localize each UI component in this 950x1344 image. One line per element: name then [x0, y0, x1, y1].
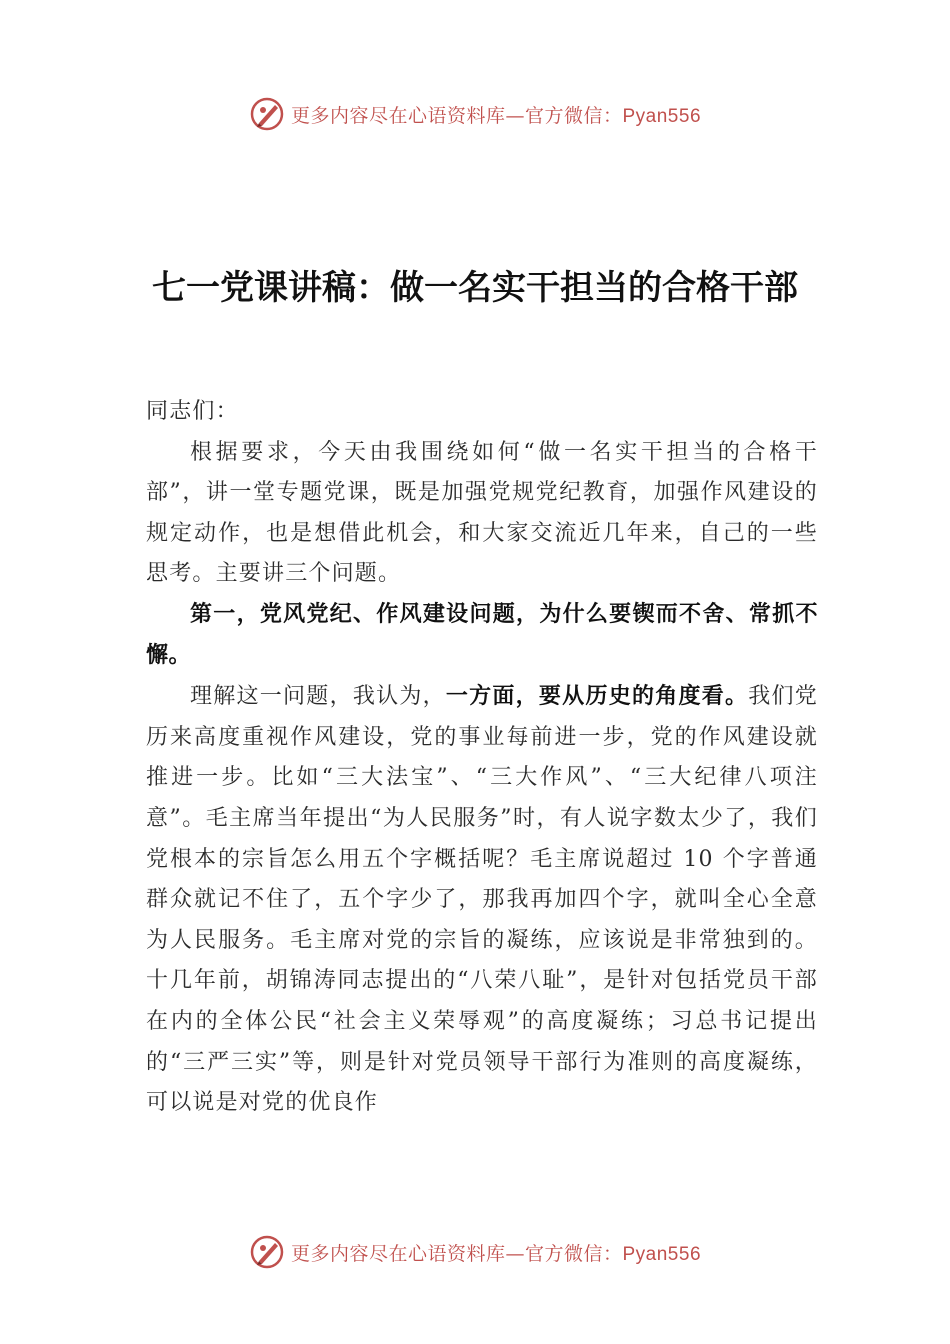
paragraph-emphasis: 一方面，要从历史的角度看。	[445, 683, 749, 710]
document-title: 七一党课讲稿：做一名实干担当的合格干部	[152, 268, 798, 308]
header-banner	[0, 94, 950, 134]
paragraph-rest: 我们党历来高度重视作风建设，党的事业每前进一步，党的作风建设就推进一步。比如“三大法宝”、“三大作风”、“三大纪律八项注意”。毛主席当年提出“为人民服务”时，有人说字数太少了，我们党根本的宗旨怎么用五个字概括呢？毛主席说超过 10 个字普通群众就记不住了，五个字少了，那我再加四个字，就叫全心全意为人民服务。毛主席对党的宗旨的凝练，应该说是非常独到的。十几年前，胡锦涛同志提出的“八荣八耻”，是针对包括党员干部在内的全体公民“社会主义荣辱观”的高度凝练；习总书记提出的“三严三实”等，则是针对党员领导干部行为准则的高度凝练，可以说是对党的优良作	[146, 684, 818, 1116]
banner-text: 更多内容尽在心语资料库—官方微信：	[290, 104, 623, 127]
footer-banner	[0, 1232, 950, 1272]
salutation: 同志们：	[146, 399, 239, 424]
section-heading-1: 第一，党风党纪、作风建设问题，为什么要锲而不舍、常抓不懈。	[146, 601, 818, 668]
banner-wechat-id: Pyan556	[622, 105, 702, 127]
pen-logo-icon	[249, 1234, 285, 1270]
pen-logo-icon	[249, 96, 285, 132]
paragraph-history	[146, 676, 818, 1124]
banner-wechat-id: Pyan556	[622, 1243, 702, 1265]
document-body	[146, 392, 818, 1124]
banner-text: 更多内容尽在心语资料库—官方微信：	[290, 1242, 623, 1265]
paragraph-lead: 理解这一问题，我认为，	[190, 684, 446, 710]
paragraph-intro: 根据要求，今天由我围绕如何“做一名实干担当的合格干部”，讲一堂专题党课，既是加强党规党纪教育，加强作风建设的规定动作，也是想借此机会，和大家交流近几年来，自己的一些思考。主要讲三个问题。	[146, 439, 818, 587]
